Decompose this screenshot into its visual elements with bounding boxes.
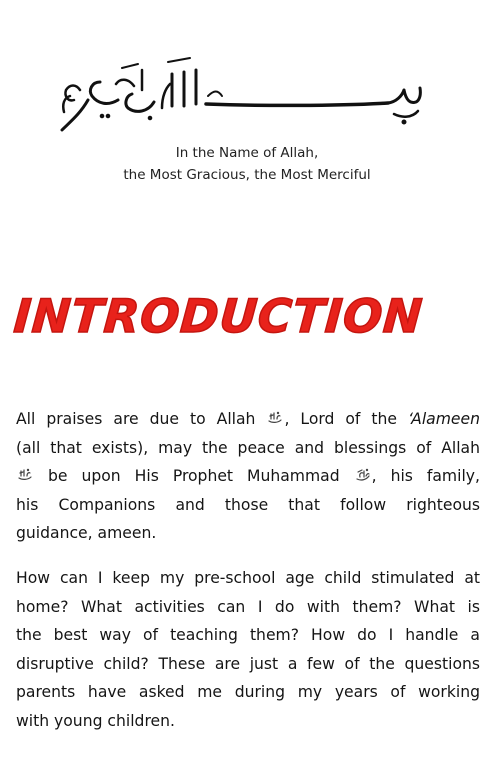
paragraph-line: disruptive child? These are just a few of the questions bbox=[16, 654, 480, 673]
paragraph-line bbox=[16, 405, 480, 434]
salallahu-alayhi-wasallam-icon bbox=[355, 467, 371, 483]
paragraph-line: his Companions and those that follow righteous bbox=[16, 495, 480, 514]
basmala-caption-line2: the Most Gracious, the Most Merciful bbox=[123, 167, 371, 183]
subhanahu-wa-taala-icon bbox=[17, 467, 33, 483]
text-run: be upon His Prophet Muhammad bbox=[47, 467, 340, 486]
intro-paragraph-1 bbox=[16, 405, 480, 548]
basmala-calligraphy bbox=[58, 56, 424, 136]
basmala-caption-line1: In the Name of Allah, bbox=[175, 145, 319, 161]
paragraph-line: the best way of teaching them? How do I handle a bbox=[16, 626, 480, 645]
paragraph-line: (all that exists), may the peace and blessings of Allah bbox=[16, 438, 480, 457]
basmala-calligraphy-icon bbox=[58, 56, 424, 136]
text-run: , his family, bbox=[371, 467, 480, 486]
text-run: All praises are due to Allah bbox=[16, 410, 256, 428]
paragraph-line: home? What activities can I do with them? What is bbox=[16, 597, 480, 616]
paragraph-line bbox=[16, 462, 480, 491]
intro-paragraph-2 bbox=[16, 564, 480, 736]
paragraph-line: guidance, ameen. bbox=[16, 524, 157, 543]
paragraph-line: parents have asked me during my years of working bbox=[16, 683, 480, 702]
paragraph-line: How can I keep my pre-school age child stimulated at bbox=[16, 569, 480, 587]
subhanahu-wa-taala-icon bbox=[267, 410, 283, 426]
text-run: , Lord of the bbox=[284, 410, 398, 428]
text-run-italic: ‘Alameen bbox=[408, 410, 480, 428]
basmala-translation bbox=[0, 142, 494, 186]
paragraph-line: with young children. bbox=[16, 711, 175, 730]
section-heading bbox=[14, 286, 484, 346]
heading-title: INTRODUCTION bbox=[12, 289, 425, 343]
